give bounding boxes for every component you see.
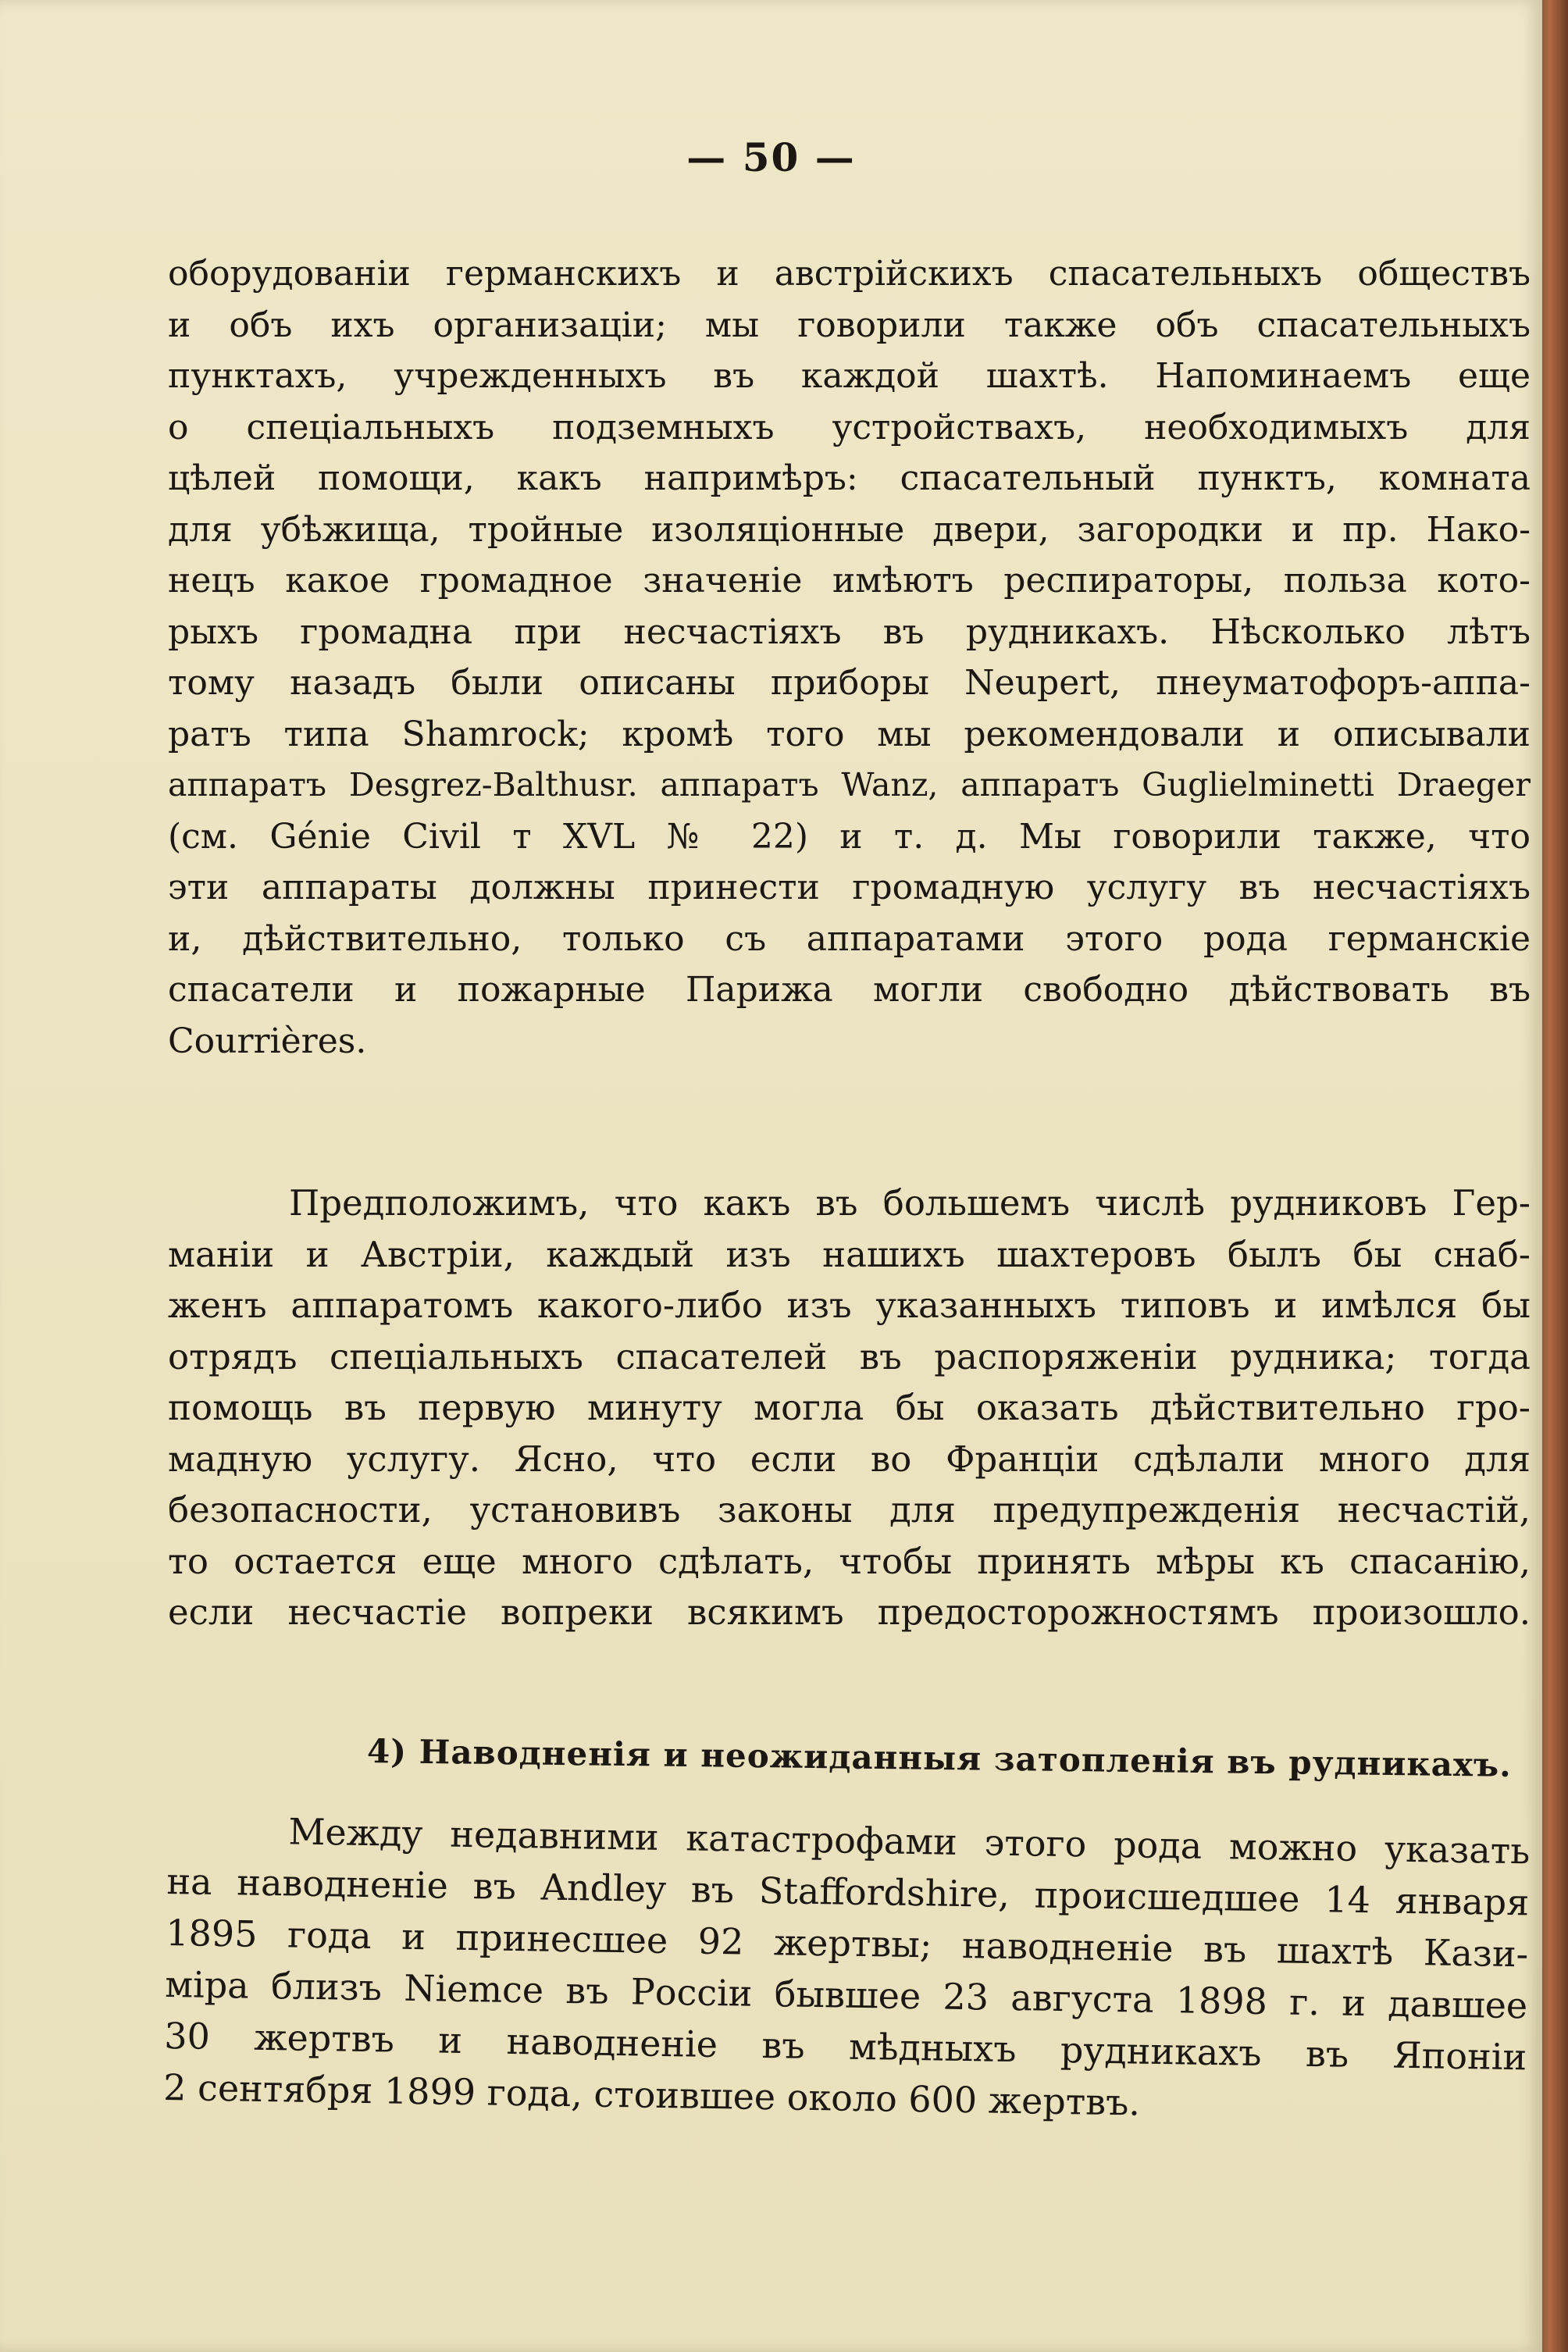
text-line: ратъ типа Shamrock; кромѣ того мы рекомендовали и описывали xyxy=(168,714,1531,754)
text-line: Между недавними катастрофами этого рода можно указать xyxy=(288,1810,1531,1873)
text-line: Courrières. xyxy=(168,1021,367,1061)
text-line: спасатели и пожарные Парижа могли свободно дѣйствовать въ xyxy=(168,970,1531,1010)
text-line: 30 жертвъ и наводненіе въ мѣдныхъ рудникахъ въ Японіи xyxy=(163,2014,1527,2079)
text-line: цѣлей помощи, какъ напримѣръ: спасательный пунктъ, комната xyxy=(168,458,1531,498)
text-line: (см. Génie Civil т XVL № 22) и т. д. Мы говорили также, что xyxy=(168,816,1531,857)
text-line: если несчастіе вопреки всякимъ предосторожностямъ произошло. xyxy=(168,1591,1531,1633)
text-line: о спеціальныхъ подземныхъ устройствахъ, необходимыхъ для xyxy=(168,407,1531,447)
page-number: — 50 — xyxy=(686,134,856,180)
text-line: міра близъ Niemce въ Россіи бывшее 23 августа 1898 г. и давшее xyxy=(164,1962,1528,2027)
text-line: отрядъ спеціальныхъ спасателей въ распоряженіи рудника; тогда xyxy=(168,1335,1531,1377)
text-line: рыхъ громадна при несчастіяхъ въ рудникахъ. Нѣсколько лѣтъ xyxy=(168,611,1531,652)
section-heading: 4) Наводненія и неожиданныя затопленія въ рудникахъ. xyxy=(366,1732,1513,1784)
text-line: помощь въ первую минуту могла бы оказать дѣйствительно гро- xyxy=(168,1387,1531,1428)
text-line: маніи и Австріи, каждый изъ нашихъ шахтеровъ былъ бы снаб- xyxy=(168,1233,1531,1275)
text-line: пунктахъ, учрежденныхъ въ каждой шахтѣ. Напоминаемъ еще xyxy=(168,356,1531,396)
text-line: 2 сентября 1899 года, стоившее около 600 жертвъ. xyxy=(162,2065,1141,2124)
text-line: аппаратъ Desgrez-Balthusr. аппаратъ Wanz, аппаратъ Guglielminetti Draeger xyxy=(168,766,1531,804)
text-line: безопасности, установивъ законы для предупрежденія несчастій, xyxy=(168,1489,1531,1531)
text-line: мадную услугу. Ясно, что если во Франціи сдѣлали много для xyxy=(168,1438,1531,1480)
text-line: Предположимъ, что какъ въ большемъ числѣ рудниковъ Гер- xyxy=(289,1182,1531,1224)
text-line: то остается еще много сдѣлать, чтобы принять мѣры къ спасанію, xyxy=(168,1540,1531,1582)
text-line: для убѣжища, тройные изоляціонные двери, загородки и пр. Нако- xyxy=(168,509,1531,550)
text-line: на наводненіе въ Andley въ Staffordshire, происшедшее 14 января xyxy=(166,1859,1530,1924)
paragraph-2 xyxy=(168,1178,1531,1638)
text-line: женъ аппаратомъ какого-либо изъ указанныхъ типовъ и имѣлся бы xyxy=(168,1285,1531,1326)
text-line: и, дѣйствительно, только съ аппаратами этого рода германскіе xyxy=(168,918,1531,959)
paragraph-1 xyxy=(168,248,1531,1067)
text-line: 1895 года и принесшее 92 жертвы; наводненіе въ шахтѣ Кази- xyxy=(165,1911,1529,1976)
book-edge xyxy=(1542,0,1568,2352)
text-line: тому назадъ были описаны приборы Neupert, пнеуматофоръ-аппа- xyxy=(168,663,1531,703)
text-line: нецъ какое громадное значеніе имѣютъ респираторы, польза кото- xyxy=(168,561,1531,600)
paragraph-3 xyxy=(163,1804,1531,2134)
text-line: и объ ихъ организаціи; мы говорили также объ спасательныхъ xyxy=(168,305,1531,345)
text-line: оборудованіи германскихъ и австрійскихъ спасательныхъ обществъ xyxy=(168,254,1531,294)
text-line: эти аппараты должны принести громадную услугу въ несчастіяхъ xyxy=(168,868,1531,907)
